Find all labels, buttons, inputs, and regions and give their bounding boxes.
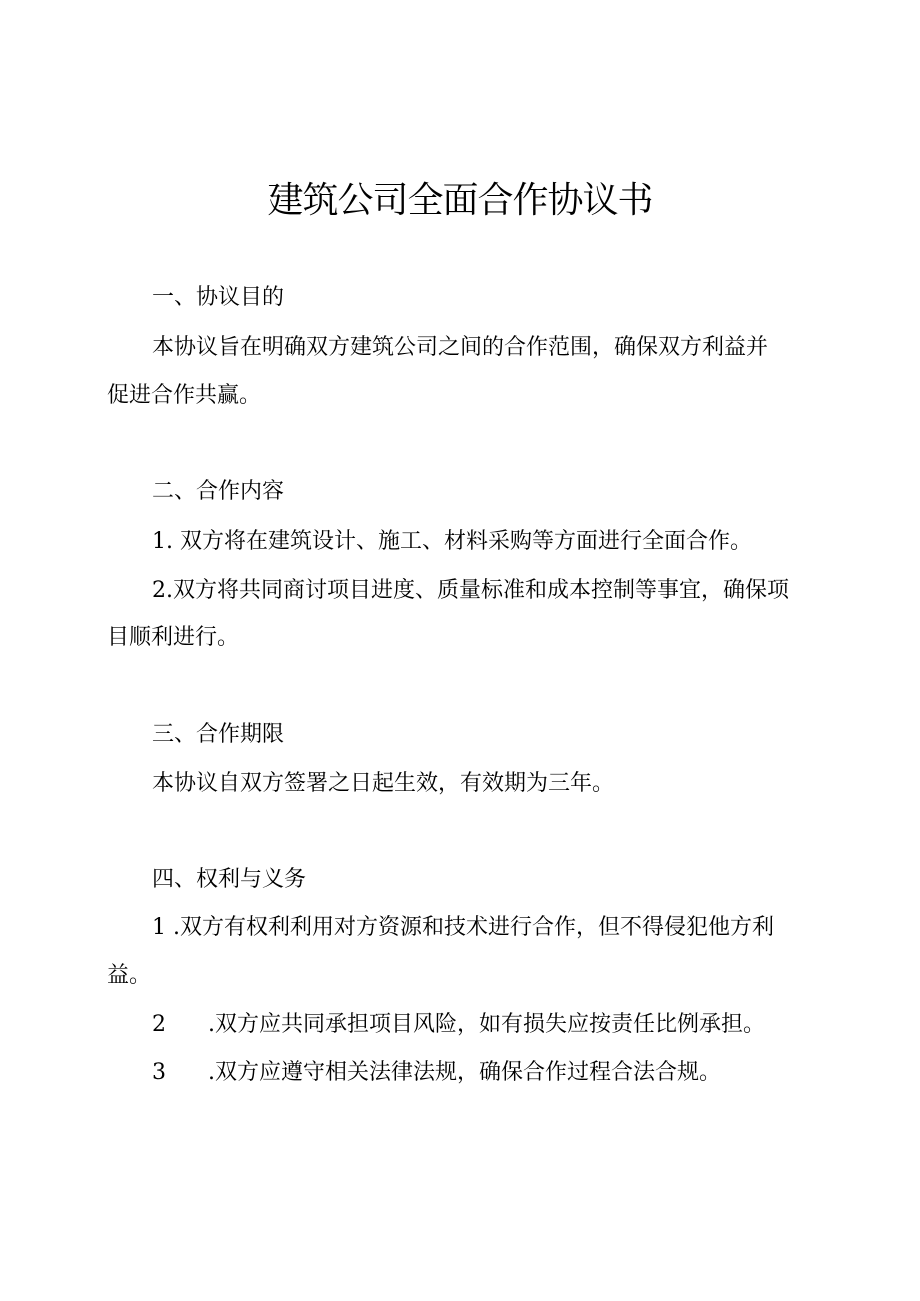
list-item: 2.双方将共同商讨项目进度、质量标准和成本控制等事宜，确保项 bbox=[152, 578, 789, 603]
list-item: 1. 双方将在建筑设计、施工、材料采购等方面进行全面合作。 bbox=[152, 529, 752, 554]
list-item-continuation: 目顺利进行。 bbox=[107, 625, 240, 650]
section-heading-rights: 四、权利与义务 bbox=[152, 867, 307, 892]
section-heading-term: 三、合作期限 bbox=[152, 722, 285, 747]
paragraph-line: 本协议自双方签署之日起生效，有效期为三年。 bbox=[152, 771, 615, 796]
paragraph-line: 本协议旨在明确双方建筑公司之间的合作范围，确保双方利益并 bbox=[152, 335, 769, 360]
list-text: .双方应遵守相关法律法规，确保合作过程合法合规。 bbox=[208, 1060, 721, 1085]
list-item: 1 .双方有权利利用对方资源和技术进行合作，但不得侵犯他方利 bbox=[152, 915, 774, 940]
list-text: .双方应共同承担项目风险，如有损失应按责任比例承担。 bbox=[208, 1012, 765, 1037]
list-item bbox=[152, 1058, 721, 1088]
list-item-continuation: 益。 bbox=[107, 963, 152, 988]
document-title: 建筑公司全面合作协议书 bbox=[267, 180, 653, 221]
section-heading-content: 二、合作内容 bbox=[152, 479, 285, 504]
section-heading-purpose: 一、协议目的 bbox=[152, 285, 285, 310]
list-item bbox=[152, 1010, 765, 1040]
list-number: 3 bbox=[152, 1060, 166, 1085]
paragraph-line: 促进合作共赢。 bbox=[107, 383, 262, 408]
list-number: 2 bbox=[152, 1012, 166, 1037]
